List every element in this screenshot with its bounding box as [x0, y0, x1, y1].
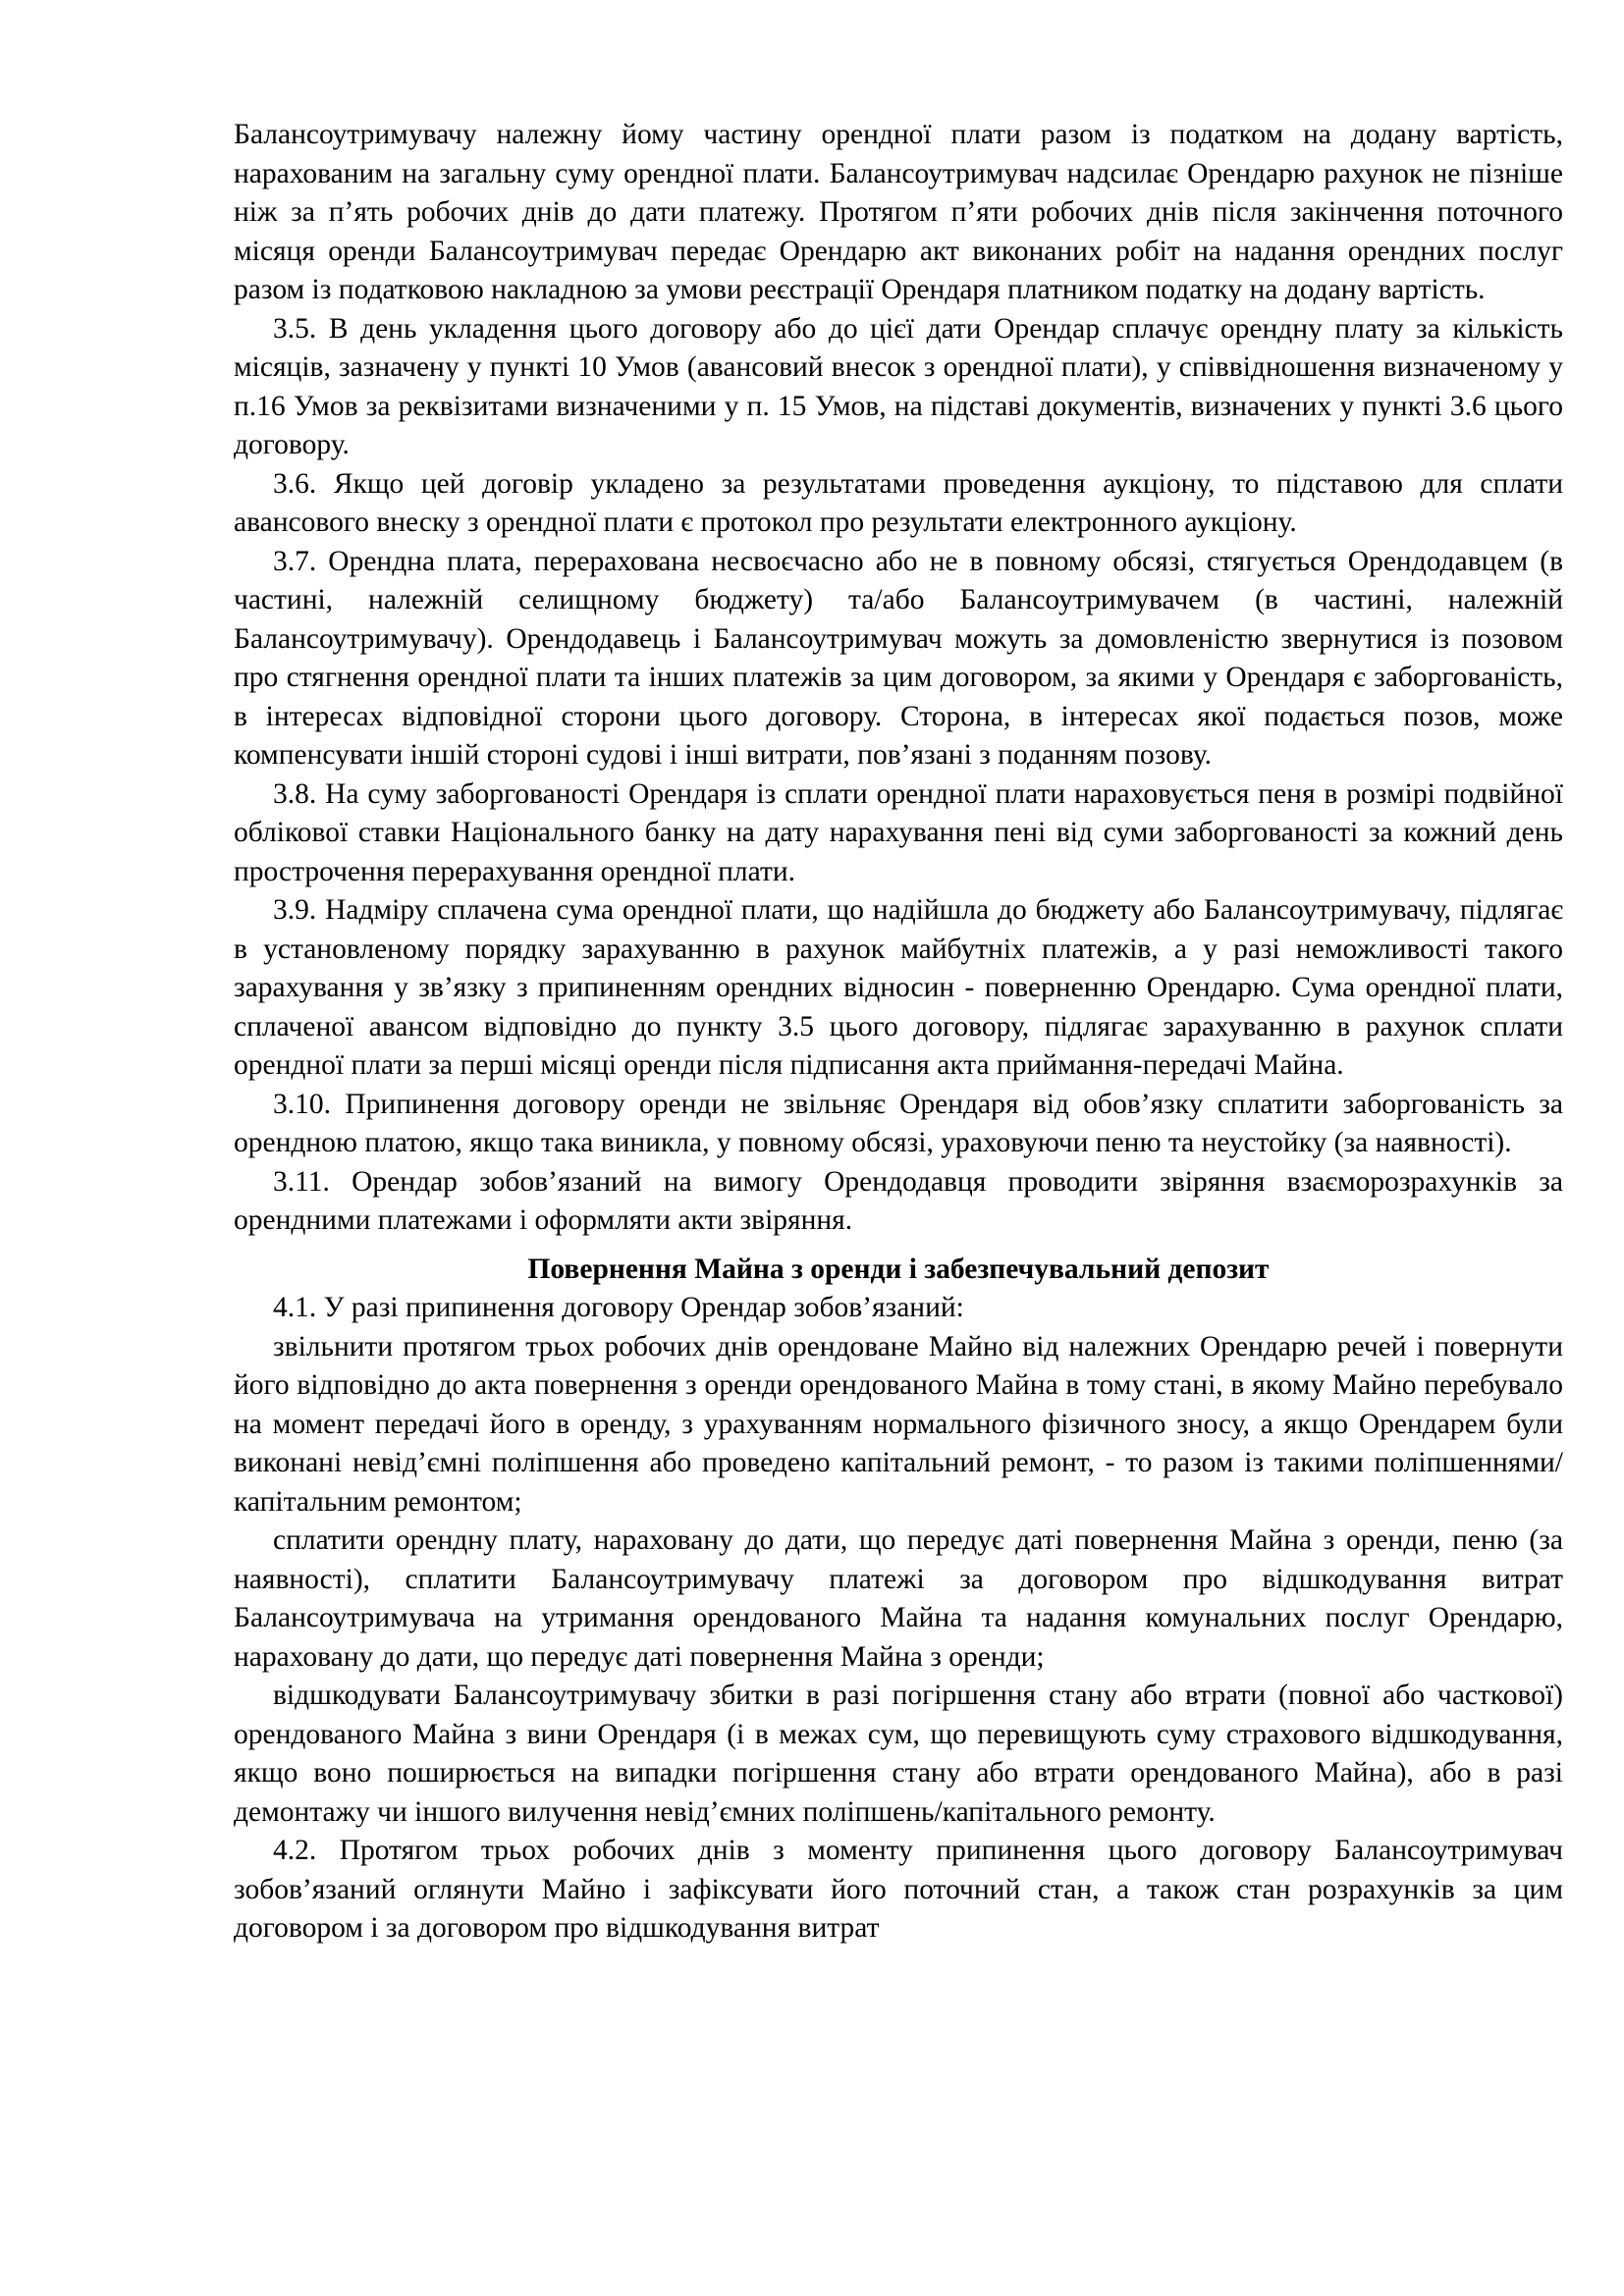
document-page	[234, 116, 1563, 1949]
paragraph-3-11: 3.11. Орендар зобов’язаний на вимогу Орендодавця проводити звіряння взаєморозрахунків за орендними платежами і оформляти акти звіряння.	[234, 1165, 1563, 1236]
paragraph-3-7: 3.7. Орендна плата, перерахована несвоєчасно або не в повному обсязі, стягується Орендодавцем (в частині, належній селищному бюджету) та/або Балансоутримувачем (в частині, належній Балансоутримувачу). Орендодавець і Балансоутримувач можуть за домовленістю звернутися із позовом про стягнення орендної плати та інших платежів за цим договором, за якими у Орендаря є заборгованість, в інтересах відповідної сторони цього договору. Сторона, в інтересах якої подається позов, може компенсувати іншій стороні судові і інші витрати, пов’язані з поданням позову.	[234, 545, 1563, 771]
paragraph-3-5: 3.5. В день укладення цього договору або до цієї дати Орендар сплачує орендну плату за кількість місяців, зазначену у пункті 10 Умов (авансовий внесок з орендної плати), у співвідношення визначеному у п.16 Умов за реквізитами визначеними у п. 15 Умов, на підставі документів, визначених у пункті 3.6 цього договору.	[234, 312, 1563, 460]
paragraph-4-1: 4.1. У разі припинення договору Орендар зобов’язаний:	[273, 1292, 964, 1323]
paragraph-4-1-item-release: звільнити протягом трьох робочих днів орендоване Майно від належних Орендарю речей і повернути його відповідно до акта повернення з оренди орендованого Майна в тому стані, в якому Майно перебувало на момент передачі його в оренду, з урахуванням нормального фізичного зносу, а якщо Орендарем були виконані невід’ємні поліпшення або проведено капітальний ремонт, - то разом із такими поліпшеннями/капітальним ремонтом;	[234, 1330, 1563, 1518]
paragraph-4-2: 4.2. Протягом трьох робочих днів з моменту припинення цього договору Балансоутримувач зобов’язаний оглянути Майно і зафіксувати його поточний стан, а також стан розрахунків за цим договором і за договором про відшкодування витрат	[234, 1835, 1563, 1944]
paragraph-3-6: 3.6. Якщо цей договір укладено за результатами проведення аукціону, то підставою для сплати авансового внеску з орендної плати є протокол про результати електронного аукціону.	[234, 467, 1563, 538]
section-heading: Повернення Майна з оренди і забезпечувальний депозит	[527, 1253, 1270, 1285]
paragraph-3-8: 3.8. На суму заборгованості Орендаря із сплати орендної плати нараховується пеня в розмірі подвійної облікової ставки Національного банку на дату нарахування пені від суми заборгованості за кожний день прострочення перерахування орендної плати.	[234, 777, 1563, 887]
paragraph-3-9: 3.9. Надміру сплачена сума орендної плати, що надійшла до бюджету або Балансоутримувачу, підлягає в установленому порядку зарахуванню в рахунок майбутніх платежів, а у разі неможливості такого зарахування у зв’язку з припиненням орендних відносин - поверненню Орендарю. Сума орендної плати, сплаченої авансом відповідно до пункту 3.5 цього договору, підлягає зарахуванню в рахунок сплати орендної плати за перші місяці оренди після підписання акта приймання-передачі Майна.	[234, 894, 1563, 1081]
paragraph-3-10: 3.10. Припинення договору оренди не звільняє Орендаря від обов’язку сплатити заборгованість за орендною платою, якщо така виникла, у повному обсязі, ураховуючи пеню та неустойку (за наявності).	[234, 1088, 1563, 1158]
paragraph-continuation: Балансоутримувачу належну йому частину орендної плати разом із податком на додану вартість, нарахованим на загальну суму орендної плати. Балансоутримувач надсилає Орендарю рахунок не пізніше ніж за п’ять робочих днів до дати платежу. Протягом п’яти робочих днів після закінчення поточного місяця оренди Балансоутримувач передає Орендарю акт виконаних робіт на надання орендних послуг разом із податковою накладною за умови реєстрації Орендаря платником податку на додану вартість.	[234, 119, 1563, 305]
paragraph-4-1-item-compensation: відшкодувати Балансоутримувачу збитки в разі погіршення стану або втрати (повної або часткової) орендованого Майна з вини Орендаря (і в межах сум, що перевищують суму страхового відшкодування, якщо воно поширюється на випадки погіршення стану або втрати орендованого Майна), або в разі демонтажу чи іншого вилучення невід’ємних поліпшень/капітального ремонту.	[234, 1680, 1563, 1828]
paragraph-4-1-item-payment: сплатити орендну плату, нараховану до дати, що передує даті повернення Майна з оренди, пеню (за наявності), сплатити Балансоутримувачу платежі за договором про відшкодування витрат Балансоутримувача на утримання орендованого Майна та надання комунальних послуг Орендарю, нараховану до дати, що передує даті повернення Майна з оренди;	[234, 1524, 1563, 1673]
